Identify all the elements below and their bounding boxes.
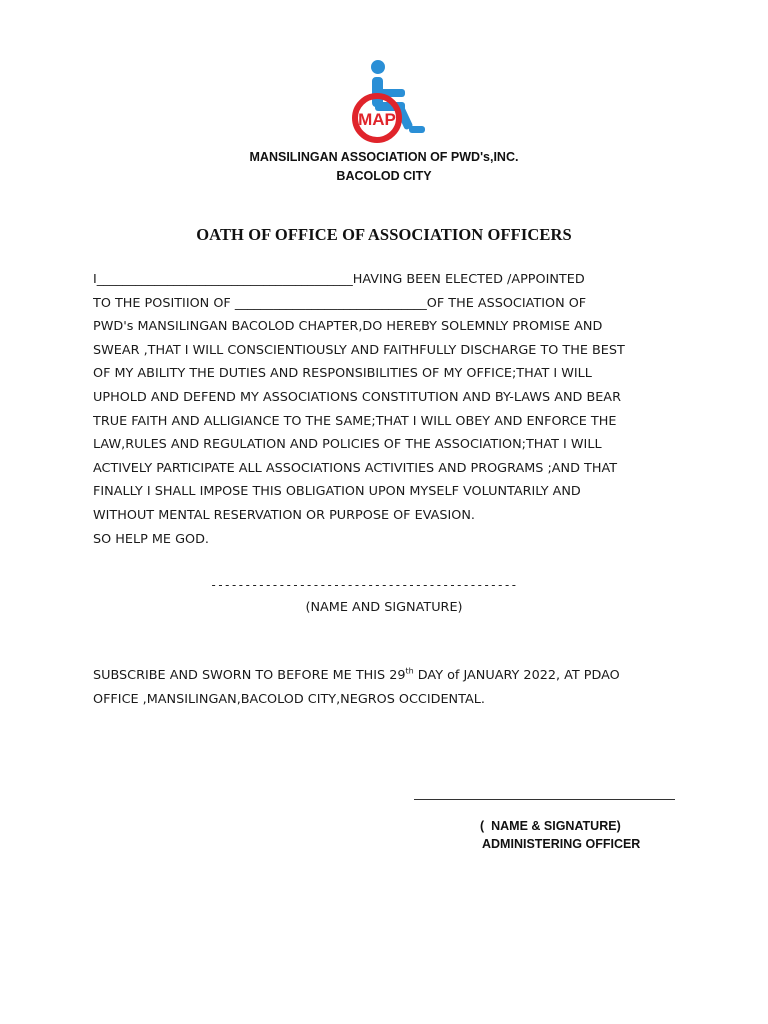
administering-officer-title: ADMINISTERING OFFICER xyxy=(482,837,641,851)
oath-line: SWEAR ,THAT I WILL CONSCIENTIOUSLY AND FAITHFULLY DISCHARGE TO THE BEST xyxy=(93,342,625,358)
administering-officer-signature-line xyxy=(414,799,675,800)
subscribe-line xyxy=(93,664,693,688)
organization-city: BACOLOD CITY xyxy=(336,169,432,183)
logo-text: MAP xyxy=(358,110,396,129)
organization-name: MANSILINGAN ASSOCIATION OF PWD's,INC. xyxy=(249,150,519,164)
oath-line: TO THE POSITIION OF ______________________________OF THE ASSOCIATION OF xyxy=(93,295,587,311)
subscribe-prefix: SUBSCRIBE AND SWORN TO BEFORE ME THIS 29 xyxy=(93,668,406,683)
subscribe-paragraph xyxy=(93,664,693,712)
signature-caption: (NAME AND SIGNATURE) xyxy=(305,600,463,615)
oath-line: LAW,RULES AND REGULATION AND POLICIES OF THE ASSOCIATION;THAT I WILL xyxy=(93,437,602,453)
oath-line: FINALLY I SHALL IMPOSE THIS OBLIGATION UPON MYSELF VOLUNTARILY AND xyxy=(93,484,581,500)
subscribe-suffix: DAY of JANUARY 2022, AT PDAO xyxy=(413,668,620,683)
oath-line: TRUE FAITH AND ALLIGIANCE TO THE SAME;THAT I WILL OBEY AND ENFORCE THE xyxy=(93,413,617,429)
subscribe-line: OFFICE ,MANSILINGAN,BACOLOD CITY,NEGROS OCCIDENTAL. xyxy=(93,692,485,707)
document-title: OATH OF OFFICE OF ASSOCIATION OFFICERS xyxy=(196,225,572,244)
oath-line: ACTIVELY PARTICIPATE ALL ASSOCIATIONS ACTIVITIES AND PROGRAMS ;AND THAT xyxy=(93,460,618,476)
signature-line: --------------------------------------------- xyxy=(210,578,518,592)
administering-officer-caption: ( NAME & SIGNATURE) xyxy=(480,819,621,833)
oath-line: UPHOLD AND DEFEND MY ASSOCIATIONS CONSTITUTION AND BY-LAWS AND BEAR xyxy=(93,389,621,405)
oath-line: SO HELP ME GOD. xyxy=(93,531,209,547)
oath-line: I________________________________________HAVING BEEN ELECTED /APPOINTED xyxy=(93,272,585,287)
oath-line: PWD's MANSILINGAN BACOLOD CHAPTER,DO HEREBY SOLEMNLY PROMISE AND xyxy=(93,319,603,335)
oath-paragraph xyxy=(93,268,683,551)
wheelchair-logo-icon xyxy=(333,56,435,146)
oath-line: OF MY ABILITY THE DUTIES AND RESPONSIBILITIES OF MY OFFICE;THAT I WILL xyxy=(93,366,592,382)
subscribe-ordinal: th xyxy=(405,666,414,676)
oath-line: WITHOUT MENTAL RESERVATION OR PURPOSE OF EVASION. xyxy=(93,507,475,523)
